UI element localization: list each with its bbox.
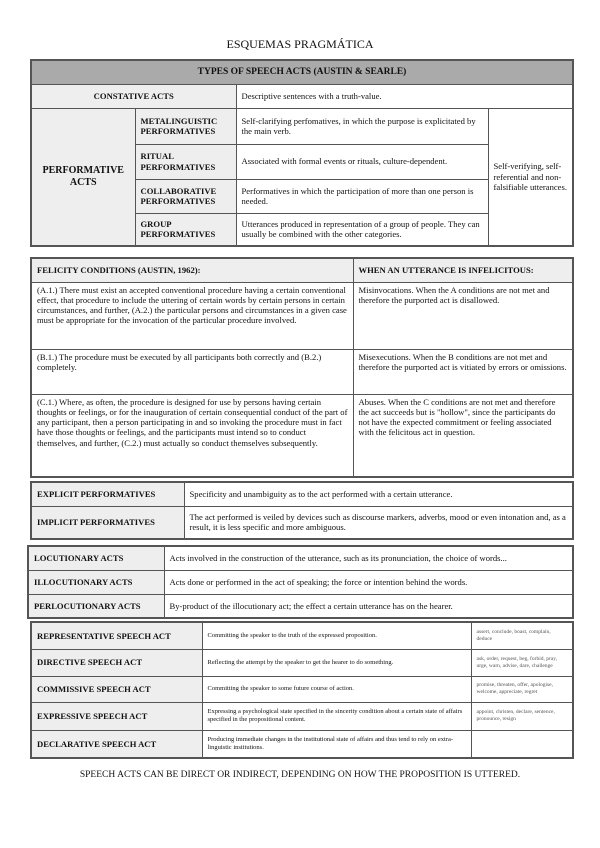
constative-label: CONSTATIVE ACTS xyxy=(31,84,236,108)
infelicity: Misexecutions. When the B conditions are not met and therefore the purported act is vitiated by errors or omissions. xyxy=(353,349,573,394)
implicit-label: IMPLICIT PERFORMATIVES xyxy=(31,506,184,539)
performative-type: GROUP PERFORMATIVES xyxy=(135,213,236,246)
searle-verbs: ask, order, request, beg, forbid, pray, urge, warn, advise, dare, challenge xyxy=(471,649,573,676)
searle-desc: Committing the speaker to the truth of the expressed proposition. xyxy=(202,622,471,649)
act-label: LOCUTIONARY ACTS xyxy=(28,546,164,570)
infelicity: Abuses. When the C conditions are not met and therefore the act succeeds but is "hollow", since the participants do not have the expected commitment or feeling associated with the felicitous act in question. xyxy=(353,394,573,477)
searle-label: REPRESENTATIVE SPEECH ACT xyxy=(31,622,202,649)
felicity-condition: (C.1.) Where, as often, the procedure is designed for use by persons having certain thoughts or feelings, or for the inauguration of certain consequential conduct of the part of any participant, then a person participating in and so invoking the procedure must in fact have those thoughts or feelings, and the participants must intend so to conduct themselves, and further, (C.2.) must actually so conduct themselves subsequently. xyxy=(31,394,353,477)
felicity-condition: (A.1.) There must exist an accepted conventional procedure having a certain conventional effect, that procedure to include the uttering of certain words by certain persons in certain circumstances, and further, (A.2.) the particular persons and circumstances in a given case must be appropriate for the invocation of the particular procedure involved. xyxy=(31,282,353,349)
felicity-condition: (B.1.) The procedure must be executed by all participants both correctly and (B.2.) completely. xyxy=(31,349,353,394)
searle-label: EXPRESSIVE SPEECH ACT xyxy=(31,702,202,730)
act-desc: Acts done or performed in the act of speaking; the force or intention behind the words. xyxy=(164,570,573,594)
types-table xyxy=(30,59,574,247)
searle-table xyxy=(30,621,574,759)
act-label: ILLOCUTIONARY ACTS xyxy=(28,570,164,594)
searle-verbs: promise, threaten, offer, apologise, welcome, appreciate, regret xyxy=(471,676,573,702)
performative-label: PERFORMATIVE ACTS xyxy=(31,108,135,246)
searle-label: COMMISSIVE SPEECH ACT xyxy=(31,676,202,702)
searle-verbs xyxy=(471,730,573,758)
searle-desc: Producing immediate changes in the institutional state of affairs and thus tend to rely on extra-linguistic institutions. xyxy=(202,730,471,758)
performative-desc: Utterances produced in representation of a group of people. They can usually be combined with the other categories. xyxy=(236,213,488,246)
performative-desc: Associated with formal events or rituals, culture-dependent. xyxy=(236,144,488,179)
performative-desc: Self-clarifying perfomatives, in which the purpose is explicitated by the main verb. xyxy=(236,108,488,144)
performative-note: Self-verifying, self-referential and non-falsifiable utterances. xyxy=(488,108,573,246)
footer-note: SPEECH ACTS CAN BE DIRECT OR INDIRECT, DEPENDING ON HOW THE PROPOSITION IS UTTERED. xyxy=(79,770,521,780)
constative-desc: Descriptive sentences with a truth-value. xyxy=(236,84,573,108)
explicit-desc: Specificity and unambiguity as to the act performed with a certain utterance. xyxy=(184,482,573,506)
felicity-table xyxy=(30,257,574,478)
performative-type: RITUAL PERFORMATIVES xyxy=(135,144,236,179)
searle-verbs: appoint, christen, declare, sentence, pronounce, resign xyxy=(471,702,573,730)
act-desc: By-product of the illocutionary act; the effect a certain utterance has on the hearer. xyxy=(164,594,573,618)
infelicity: Misinvocations. When the A conditions are not met and therefore the purported act is disallowed. xyxy=(353,282,573,349)
searle-desc: Committing the speaker to some future course of action. xyxy=(202,676,471,702)
performative-type: METALINGUISTIC PERFORMATIVES xyxy=(135,108,236,144)
implicit-desc: The act performed is veiled by devices such as discourse markers, adverbs, mood or even intonation and, as a result, it is less specific and more ambiguous. xyxy=(184,506,573,539)
searle-verbs: assert, conclude, boast, complain, deduce xyxy=(471,622,573,649)
searle-label: DIRECTIVE SPEECH ACT xyxy=(31,649,202,676)
searle-label: DECLARATIVE SPEECH ACT xyxy=(31,730,202,758)
explicit-implicit-table xyxy=(30,481,574,540)
searle-desc: Expressing a psychological state specified in the sincerity condition about a certain state of affairs specified in the propositional content. xyxy=(202,702,471,730)
searle-desc: Reflecting the attempt by the speaker to get the hearer to do something. xyxy=(202,649,471,676)
performative-type: COLLABORATIVE PERFORMATIVES xyxy=(135,179,236,213)
act-desc: Acts involved in the construction of the utterance, such as its pronunciation, the choice of words... xyxy=(164,546,573,570)
types-header: TYPES OF SPEECH ACTS (AUSTIN & SEARLE) xyxy=(31,60,573,84)
act-label: PERLOCUTIONARY ACTS xyxy=(28,594,164,618)
performative-desc: Performatives in which the participation of more than one person is needed. xyxy=(236,179,488,213)
explicit-label: EXPLICIT PERFORMATIVES xyxy=(31,482,184,506)
page-title: ESQUEMAS PRAGMÁTICA xyxy=(226,37,374,51)
felicity-header: FELICITY CONDITIONS (AUSTIN, 1962): xyxy=(31,258,353,282)
infelicitous-header: WHEN AN UTTERANCE IS INFELICITOUS: xyxy=(353,258,573,282)
austin-acts-table xyxy=(27,545,574,619)
